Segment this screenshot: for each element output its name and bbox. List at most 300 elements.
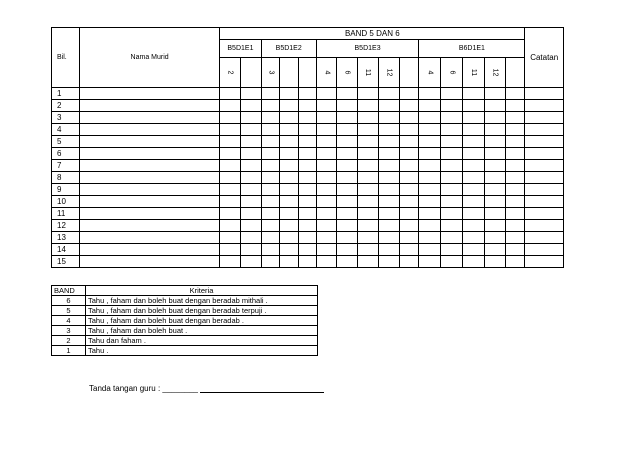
score-cell[interactable]	[463, 220, 485, 232]
score-cell[interactable]	[399, 196, 419, 208]
band-row	[52, 316, 318, 326]
catatan-cell[interactable]	[525, 244, 564, 256]
score-cell[interactable]	[484, 196, 505, 208]
score-cell[interactable]	[399, 256, 419, 268]
score-cell[interactable]	[316, 124, 337, 136]
student-name-cell[interactable]	[80, 256, 220, 268]
score-cell[interactable]	[505, 232, 525, 244]
score-cell[interactable]	[240, 244, 261, 256]
score-cell[interactable]	[378, 88, 399, 100]
student-row	[52, 124, 564, 136]
score-cell[interactable]	[399, 88, 419, 100]
score-cell[interactable]	[240, 148, 261, 160]
score-cell[interactable]	[316, 148, 337, 160]
subgroup-b5d1e2: B5D1E2	[261, 40, 316, 58]
score-cell[interactable]	[419, 196, 441, 208]
score-cell[interactable]	[240, 100, 261, 112]
score-cell[interactable]	[261, 184, 280, 196]
score-cell[interactable]	[220, 184, 241, 196]
score-cell[interactable]	[299, 256, 317, 268]
kriteria-text: Tahu dan faham .	[86, 336, 318, 346]
score-cell[interactable]	[399, 160, 419, 172]
score-cell[interactable]	[337, 184, 358, 196]
score-cell[interactable]	[299, 148, 317, 160]
score-cell[interactable]	[358, 256, 379, 268]
score-cell[interactable]	[261, 220, 280, 232]
band-row	[52, 326, 318, 336]
score-cell[interactable]	[240, 232, 261, 244]
score-cell[interactable]	[337, 220, 358, 232]
score-cell[interactable]	[337, 172, 358, 184]
score-cell[interactable]	[441, 184, 463, 196]
score-cell[interactable]	[316, 100, 337, 112]
score-cell[interactable]	[280, 88, 299, 100]
student-row	[52, 112, 564, 124]
catatan-cell[interactable]	[525, 112, 564, 124]
score-cell[interactable]	[220, 100, 241, 112]
column-number-cell	[299, 58, 317, 88]
score-cell[interactable]	[419, 172, 441, 184]
score-cell[interactable]	[280, 112, 299, 124]
student-name-cell[interactable]	[80, 136, 220, 148]
score-cell[interactable]	[220, 136, 241, 148]
column-number-cell	[399, 58, 419, 88]
score-cell[interactable]	[240, 184, 261, 196]
score-cell[interactable]	[261, 100, 280, 112]
score-cell[interactable]	[220, 112, 241, 124]
column-number-cell	[240, 58, 261, 88]
score-cell[interactable]	[240, 172, 261, 184]
row-number: 7	[52, 160, 80, 172]
score-cell[interactable]	[240, 136, 261, 148]
score-cell[interactable]	[399, 244, 419, 256]
score-cell[interactable]	[316, 196, 337, 208]
score-cell[interactable]	[220, 88, 241, 100]
score-cell[interactable]	[261, 244, 280, 256]
score-cell[interactable]	[299, 124, 317, 136]
score-cell[interactable]	[316, 172, 337, 184]
score-cell[interactable]	[316, 112, 337, 124]
score-cell[interactable]	[240, 196, 261, 208]
score-cell[interactable]	[299, 88, 317, 100]
catatan-cell[interactable]	[525, 256, 564, 268]
catatan-cell[interactable]	[525, 100, 564, 112]
score-cell[interactable]	[505, 148, 525, 160]
score-cell[interactable]	[358, 160, 379, 172]
row-number: 3	[52, 112, 80, 124]
score-cell[interactable]	[484, 100, 505, 112]
score-cell[interactable]	[358, 136, 379, 148]
column-number-cell	[261, 58, 280, 88]
score-cell[interactable]	[378, 208, 399, 220]
band-row	[52, 336, 318, 346]
score-cell[interactable]	[337, 244, 358, 256]
student-row	[52, 244, 564, 256]
score-cell[interactable]	[337, 160, 358, 172]
score-cell[interactable]	[378, 160, 399, 172]
score-cell[interactable]	[240, 256, 261, 268]
band-row	[52, 306, 318, 316]
score-cell[interactable]	[280, 256, 299, 268]
score-cell[interactable]	[463, 100, 485, 112]
score-cell[interactable]	[419, 112, 441, 124]
column-number-cell	[419, 58, 441, 88]
column-number: 3	[267, 70, 275, 75]
score-cell[interactable]	[419, 148, 441, 160]
score-cell[interactable]	[299, 184, 317, 196]
score-cell[interactable]	[463, 196, 485, 208]
kriteria-text: Tahu .	[86, 346, 318, 356]
score-cell[interactable]	[220, 232, 241, 244]
score-cell[interactable]	[441, 136, 463, 148]
score-cell[interactable]	[220, 172, 241, 184]
score-cell[interactable]	[463, 160, 485, 172]
score-cell[interactable]	[358, 112, 379, 124]
subgroup-b5d1e3: B5D1E3	[316, 40, 419, 58]
score-cell[interactable]	[220, 256, 241, 268]
score-cell[interactable]	[316, 232, 337, 244]
score-cell[interactable]	[441, 148, 463, 160]
catatan-cell[interactable]	[525, 148, 564, 160]
student-name-cell[interactable]	[80, 88, 220, 100]
score-cell[interactable]	[337, 112, 358, 124]
score-cell[interactable]	[505, 256, 525, 268]
score-cell[interactable]	[484, 172, 505, 184]
score-cell[interactable]	[419, 88, 441, 100]
score-cell[interactable]	[441, 172, 463, 184]
score-cell[interactable]	[419, 100, 441, 112]
row-number: 13	[52, 232, 80, 244]
score-cell[interactable]	[484, 88, 505, 100]
student-name-cell[interactable]	[80, 208, 220, 220]
score-cell[interactable]	[399, 220, 419, 232]
score-cell[interactable]	[261, 196, 280, 208]
score-cell[interactable]	[316, 220, 337, 232]
row-number: 8	[52, 172, 80, 184]
catatan-cell[interactable]	[525, 232, 564, 244]
score-cell[interactable]	[505, 100, 525, 112]
score-cell[interactable]	[261, 232, 280, 244]
score-cell[interactable]	[299, 244, 317, 256]
score-cell[interactable]	[358, 88, 379, 100]
score-cell[interactable]	[463, 88, 485, 100]
score-cell[interactable]	[484, 148, 505, 160]
score-cell[interactable]	[337, 136, 358, 148]
score-cell[interactable]	[240, 160, 261, 172]
score-cell[interactable]	[261, 124, 280, 136]
score-cell[interactable]	[358, 196, 379, 208]
score-cell[interactable]	[484, 256, 505, 268]
student-name-cell[interactable]	[80, 148, 220, 160]
catatan-cell[interactable]	[525, 172, 564, 184]
column-number-cell	[220, 58, 241, 88]
score-cell[interactable]	[419, 220, 441, 232]
score-cell[interactable]	[505, 220, 525, 232]
score-cell[interactable]	[378, 148, 399, 160]
catatan-cell[interactable]	[525, 196, 564, 208]
score-cell[interactable]	[358, 100, 379, 112]
catatan-cell[interactable]	[525, 220, 564, 232]
score-cell[interactable]	[378, 184, 399, 196]
score-cell[interactable]	[337, 232, 358, 244]
row-number: 2	[52, 100, 80, 112]
row-number: 14	[52, 244, 80, 256]
catatan-cell[interactable]	[525, 184, 564, 196]
score-cell[interactable]	[399, 124, 419, 136]
student-row	[52, 148, 564, 160]
score-cell[interactable]	[280, 232, 299, 244]
score-cell[interactable]	[484, 136, 505, 148]
score-cell[interactable]	[441, 112, 463, 124]
score-cell[interactable]	[399, 232, 419, 244]
score-cell[interactable]	[299, 100, 317, 112]
score-cell[interactable]	[463, 136, 485, 148]
score-cell[interactable]	[399, 100, 419, 112]
student-row	[52, 220, 564, 232]
column-number-cell	[463, 58, 485, 88]
band-value: 3	[52, 326, 86, 336]
score-cell[interactable]	[316, 256, 337, 268]
score-cell[interactable]	[358, 172, 379, 184]
score-cell[interactable]	[441, 232, 463, 244]
score-cell[interactable]	[280, 184, 299, 196]
score-cell[interactable]	[378, 244, 399, 256]
score-cell[interactable]	[419, 184, 441, 196]
score-cell[interactable]	[358, 244, 379, 256]
score-cell[interactable]	[378, 196, 399, 208]
score-cell[interactable]	[378, 256, 399, 268]
score-cell[interactable]	[505, 196, 525, 208]
band-value: 6	[52, 296, 86, 306]
kriteria-text: Tahu , faham dan boleh buat dengan beradab mithali .	[86, 296, 318, 306]
score-cell[interactable]	[337, 100, 358, 112]
student-name-cell[interactable]	[80, 160, 220, 172]
score-cell[interactable]	[441, 160, 463, 172]
score-cell[interactable]	[378, 100, 399, 112]
score-cell[interactable]	[399, 112, 419, 124]
score-cell[interactable]	[505, 244, 525, 256]
row-number: 4	[52, 124, 80, 136]
score-cell[interactable]	[399, 148, 419, 160]
column-number: 11	[364, 68, 372, 77]
score-cell[interactable]	[280, 160, 299, 172]
score-cell[interactable]	[299, 208, 317, 220]
score-cell[interactable]	[358, 124, 379, 136]
student-name-cell[interactable]	[80, 112, 220, 124]
score-cell[interactable]	[484, 184, 505, 196]
score-cell[interactable]	[337, 88, 358, 100]
score-cell[interactable]	[419, 124, 441, 136]
catatan-cell[interactable]	[525, 136, 564, 148]
score-cell[interactable]	[505, 184, 525, 196]
score-cell[interactable]	[240, 112, 261, 124]
score-cell[interactable]	[220, 160, 241, 172]
band-value: 4	[52, 316, 86, 326]
score-cell[interactable]	[358, 232, 379, 244]
header-nama-murid: Nama Murid	[80, 28, 220, 88]
column-number-cell	[337, 58, 358, 88]
score-cell[interactable]	[463, 172, 485, 184]
score-cell[interactable]	[378, 220, 399, 232]
catatan-cell[interactable]	[525, 88, 564, 100]
score-cell[interactable]	[316, 208, 337, 220]
score-cell[interactable]	[316, 136, 337, 148]
score-cell[interactable]	[484, 220, 505, 232]
score-cell[interactable]	[378, 172, 399, 184]
score-cell[interactable]	[419, 160, 441, 172]
score-cell[interactable]	[505, 136, 525, 148]
score-cell[interactable]	[280, 136, 299, 148]
row-number: 9	[52, 184, 80, 196]
score-cell[interactable]	[316, 160, 337, 172]
score-cell[interactable]	[240, 220, 261, 232]
score-cell[interactable]	[261, 148, 280, 160]
score-cell[interactable]	[280, 124, 299, 136]
score-cell[interactable]	[505, 124, 525, 136]
signature-field[interactable]	[200, 384, 324, 393]
score-cell[interactable]	[378, 112, 399, 124]
score-cell[interactable]	[378, 136, 399, 148]
score-cell[interactable]	[505, 112, 525, 124]
score-cell[interactable]	[463, 208, 485, 220]
score-cell[interactable]	[261, 136, 280, 148]
column-number: 4	[426, 70, 434, 75]
student-name-cell[interactable]	[80, 172, 220, 184]
score-cell[interactable]	[399, 136, 419, 148]
score-cell[interactable]	[419, 244, 441, 256]
score-cell[interactable]	[220, 124, 241, 136]
score-cell[interactable]	[280, 100, 299, 112]
score-cell[interactable]	[261, 172, 280, 184]
score-cell[interactable]	[358, 148, 379, 160]
score-cell[interactable]	[484, 124, 505, 136]
score-cell[interactable]	[358, 208, 379, 220]
score-cell[interactable]	[261, 208, 280, 220]
score-cell[interactable]	[463, 244, 485, 256]
score-cell[interactable]	[280, 244, 299, 256]
score-cell[interactable]	[419, 136, 441, 148]
score-cell[interactable]	[378, 232, 399, 244]
score-cell[interactable]	[441, 244, 463, 256]
score-cell[interactable]	[463, 256, 485, 268]
row-number: 6	[52, 148, 80, 160]
score-cell[interactable]	[484, 160, 505, 172]
student-name-cell[interactable]	[80, 244, 220, 256]
score-cell[interactable]	[261, 112, 280, 124]
score-cell[interactable]	[419, 208, 441, 220]
score-cell[interactable]	[337, 256, 358, 268]
student-name-cell[interactable]	[80, 196, 220, 208]
catatan-cell[interactable]	[525, 160, 564, 172]
score-cell[interactable]	[280, 196, 299, 208]
score-cell[interactable]	[463, 124, 485, 136]
student-name-cell[interactable]	[80, 232, 220, 244]
score-cell[interactable]	[441, 124, 463, 136]
score-cell[interactable]	[484, 112, 505, 124]
score-cell[interactable]	[419, 256, 441, 268]
score-cell[interactable]	[337, 196, 358, 208]
score-cell[interactable]	[261, 88, 280, 100]
score-cell[interactable]	[399, 208, 419, 220]
score-cell[interactable]	[441, 220, 463, 232]
score-cell[interactable]	[299, 232, 317, 244]
score-cell[interactable]	[261, 256, 280, 268]
score-cell[interactable]	[240, 208, 261, 220]
score-cell[interactable]	[299, 172, 317, 184]
score-cell[interactable]	[299, 220, 317, 232]
score-cell[interactable]	[299, 112, 317, 124]
score-cell[interactable]	[441, 256, 463, 268]
score-cell[interactable]	[240, 124, 261, 136]
score-cell[interactable]	[220, 148, 241, 160]
score-cell[interactable]	[505, 88, 525, 100]
score-cell[interactable]	[505, 160, 525, 172]
score-cell[interactable]	[484, 244, 505, 256]
score-cell[interactable]	[337, 208, 358, 220]
score-cell[interactable]	[220, 208, 241, 220]
score-cell[interactable]	[316, 244, 337, 256]
score-cell[interactable]	[299, 160, 317, 172]
score-cell[interactable]	[505, 172, 525, 184]
student-name-cell[interactable]	[80, 184, 220, 196]
score-cell[interactable]	[220, 196, 241, 208]
column-number: 12	[491, 68, 499, 77]
score-cell[interactable]	[463, 184, 485, 196]
catatan-cell[interactable]	[525, 124, 564, 136]
score-cell[interactable]	[280, 220, 299, 232]
score-cell[interactable]	[463, 112, 485, 124]
score-cell[interactable]	[441, 196, 463, 208]
score-cell[interactable]	[399, 184, 419, 196]
score-cell[interactable]	[261, 160, 280, 172]
row-number: 10	[52, 196, 80, 208]
student-name-cell[interactable]	[80, 220, 220, 232]
score-cell[interactable]	[220, 220, 241, 232]
score-cell[interactable]	[240, 88, 261, 100]
score-cell[interactable]	[399, 172, 419, 184]
score-cell[interactable]	[337, 124, 358, 136]
score-cell[interactable]	[280, 208, 299, 220]
score-cell[interactable]	[299, 136, 317, 148]
score-cell[interactable]	[441, 100, 463, 112]
student-row	[52, 184, 564, 196]
score-cell[interactable]	[358, 184, 379, 196]
score-cell[interactable]	[505, 208, 525, 220]
score-cell[interactable]	[337, 148, 358, 160]
score-cell[interactable]	[441, 88, 463, 100]
score-cell[interactable]	[316, 88, 337, 100]
score-cell[interactable]	[316, 184, 337, 196]
score-cell[interactable]	[484, 232, 505, 244]
score-cell[interactable]	[280, 172, 299, 184]
score-cell[interactable]	[378, 124, 399, 136]
student-name-cell[interactable]	[80, 100, 220, 112]
score-cell[interactable]	[220, 244, 241, 256]
score-cell[interactable]	[358, 220, 379, 232]
score-cell[interactable]	[484, 208, 505, 220]
student-name-cell[interactable]	[80, 124, 220, 136]
score-cell[interactable]	[280, 148, 299, 160]
score-cell[interactable]	[441, 208, 463, 220]
student-rows	[52, 88, 564, 268]
score-cell[interactable]	[463, 148, 485, 160]
band-value: 5	[52, 306, 86, 316]
catatan-cell[interactable]	[525, 208, 564, 220]
score-cell[interactable]	[419, 232, 441, 244]
score-cell[interactable]	[299, 196, 317, 208]
column-number: 2	[226, 70, 234, 75]
score-cell[interactable]	[463, 232, 485, 244]
